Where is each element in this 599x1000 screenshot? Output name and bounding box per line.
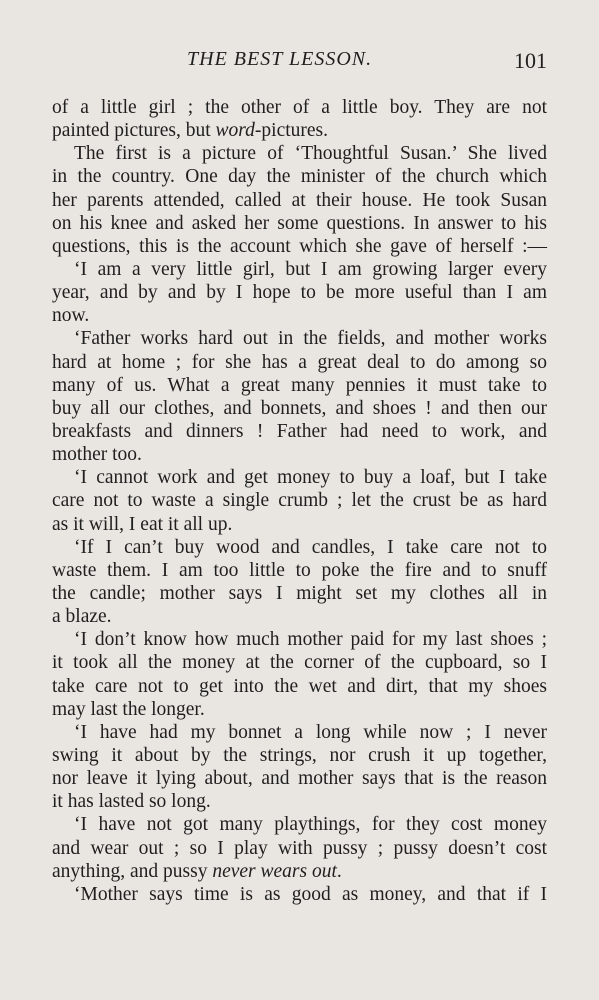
text-line: it took all the money at the corner of the cupboard, so I [52,652,547,674]
text-line: now. [52,305,90,327]
text-line: of a little girl ; the other of a little boy. They are not [52,97,547,118]
text-line: may last the longer. [52,698,205,720]
text-line: ‘I have had my bonnet a long while now ; I never [74,721,547,743]
text-line: painted pictures, but word-pictures. [52,120,329,142]
text-line: in the country. One day the minister of the church which [52,166,547,188]
text-line: year, and by and by I hope to be more useful than I am [52,282,547,304]
text-line: as it will, I eat it all up. [52,513,233,535]
body-text [52,96,547,906]
text-line: anything, and pussy never wears out. [52,860,342,882]
text-line: take care not to get into the wet and dirt, that my shoes [52,675,547,697]
text-line: questions, this is the account which she gave of herself :— [52,235,547,257]
text-line: swing it about by the strings, nor crush it up together, [52,744,547,766]
text-line: many of us. What a great many pennies it must take to [52,374,547,396]
text-line: and wear out ; so I play with pussy ; pussy doesn’t cost [52,837,547,859]
text-line: ‘I don’t know how much mother paid for my last shoes ; [74,629,547,651]
page-number: 101 [514,48,547,73]
text-line: on his knee and asked her some questions. In answer to his [52,212,547,234]
text-line: ‘I have not got many playthings, for they cost money [74,814,547,836]
text-line: hard at home ; for she has a great deal to do among so [52,351,547,373]
text-line: ‘If I can’t buy wood and candles, I take care not to [74,536,547,558]
text-line: ‘I am a very little girl, but I am growing larger every [74,258,547,280]
text-line: care not to waste a single crumb ; let the crust be as hard [52,490,547,512]
text-line: her parents attended, called at their house. He took Susan [52,189,547,211]
text-line: buy all our clothes, and bonnets, and shoes ! and then our [52,397,547,419]
text-line: nor leave it lying about, and mother says that is the reason [52,768,547,790]
text-line: The first is a picture of ‘Thoughtful Susan.’ She lived [74,143,547,165]
page-header [52,48,547,80]
text-line: waste them. I am too little to poke the fire and to snuff [52,559,547,581]
text-line: ‘Mother says time is as good as money, and that if I [74,883,547,905]
text-line: the candle; mother says I might set my clothes all in [52,582,547,604]
text-line: breakfasts and dinners ! Father had need to work, and [52,420,547,442]
text-line: ‘Father works hard out in the fields, and mother works [74,328,547,350]
text-line: a blaze. [52,606,112,628]
text-line: ‘I cannot work and get money to buy a loaf, but I take [74,467,547,489]
text-line: it has lasted so long. [52,791,211,813]
text-line: mother too. [52,444,142,466]
running-title: THE BEST LESSON. [187,48,373,70]
